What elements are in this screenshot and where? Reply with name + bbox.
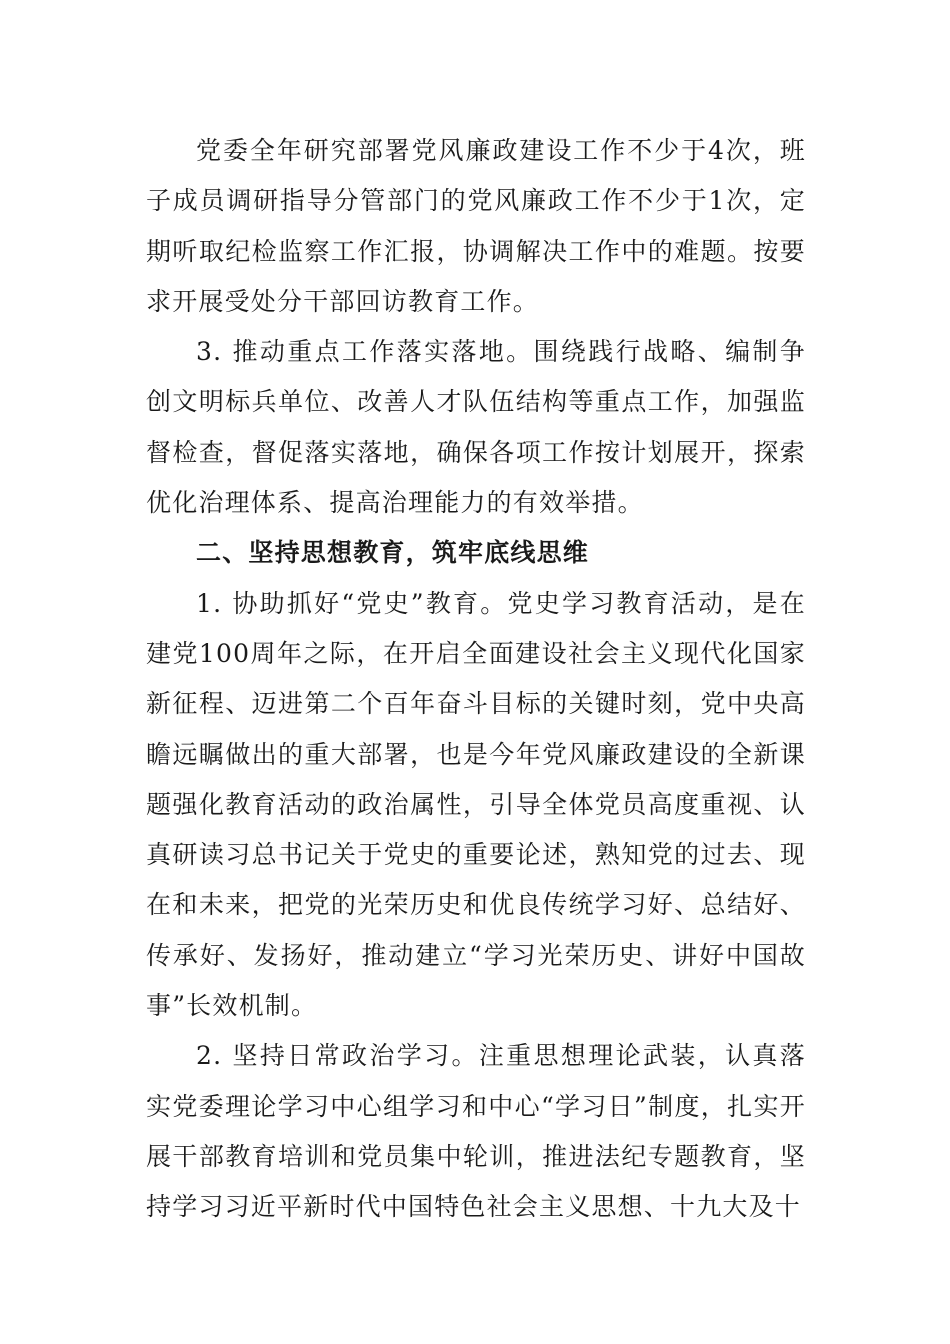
section-heading-ideological-education: 二、坚持思想教育，筑牢底线思维 <box>196 538 590 568</box>
paragraph-key-work-implementation: 3. 推动重点工作落实落地。围绕践行战略、编制争创文明标兵单位、改善人才队伍结构等重点工作，加强监督检查，督促落实落地，确保各项工作按计划展开，探索优化治理体系、提高治理能力的有效举措。 <box>146 337 806 518</box>
paragraph-party-history-education: 1. 协助抓好“党史”教育。党史学习教育活动，是在建党100周年之际，在开启全面建设社会主义现代化国家新征程、迈进第二个百年奋斗目标的关键时刻，党中央高瞻远瞩做出的重大部署，也是今年党风廉政建设的全新课题强化教育活动的政治属性，引导全体党员高度重视、认真研读习总书记关于党史的重要论述，熟知党的过去、现在和未来，把党的光荣历史和优良传统学习好、总结好、传承好、发扬好，推动建立“学习光荣历史、讲好中国故事”长效机制。 <box>146 588 806 1021</box>
document-body <box>146 126 806 1233</box>
paragraph-daily-political-study: 2. 坚持日常政治学习。注重思想理论武装，认真落实党委理论学习中心组学习和中心“学习日”制度，扎实开展干部教育培训和党员集中轮训，推进法纪专题教育，坚持学习习近平新时代中国特色社会主义思想、十九大及十 <box>146 1041 806 1222</box>
paragraph-party-committee-meetings: 党委全年研究部署党风廉政建设工作不少于4次，班子成员调研指导分管部门的党风廉政工作不少于1次，定期听取纪检监察工作汇报，协调解决工作中的难题。按要求开展受处分干部回访教育工作。 <box>146 136 806 316</box>
